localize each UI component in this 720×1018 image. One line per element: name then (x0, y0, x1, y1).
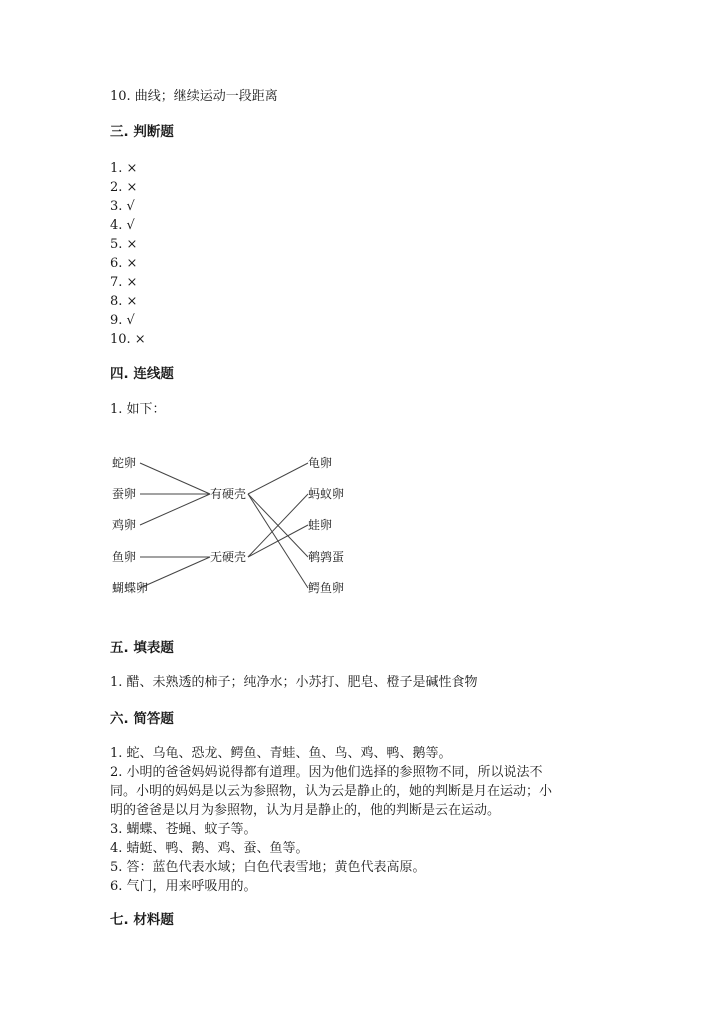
short-answer-line: 5. 答：蓝色代表水域；白色代表雪地；黄色代表高原。 (110, 860, 426, 875)
matching-intro: 1. 如下： (110, 402, 166, 417)
shell-type-label: 有硬壳 (210, 487, 247, 501)
short-answers (110, 744, 588, 896)
matching-link (140, 557, 210, 588)
answer-10-fill: 10. 曲线；继续运动一段距离 (110, 89, 278, 104)
section-3-title: 三. 判断题 (110, 124, 174, 140)
short-answer-line: 1. 蛇、乌龟、恐龙、鳄鱼、青蛙、鱼、鸟、鸡、鸭、鹅等。 (110, 746, 452, 761)
judge-answer-item: 5. × (110, 237, 138, 252)
right-egg-label: 蚂蚁卵 (308, 487, 345, 501)
short-answer-line: 明的爸爸是以月为参照物，认为月是静止的，他的判断是云在运动。 (110, 803, 501, 818)
right-egg-label: 龟卵 (308, 456, 333, 470)
right-egg-label: 蛙卵 (308, 518, 333, 532)
left-egg-label: 蝴蝶卵 (112, 581, 149, 595)
left-egg-label: 蚕卵 (112, 487, 137, 501)
fill-table-answer: 1. 醋、未熟透的柿子；纯净水；小苏打、肥皂、橙子是碱性食物 (110, 675, 478, 690)
judge-answer-item: 9. √ (110, 313, 135, 328)
matching-link (140, 494, 210, 525)
left-egg-label: 蛇卵 (112, 456, 137, 470)
shell-type-label: 无硬壳 (210, 550, 247, 564)
section-4-title: 四. 连线题 (110, 366, 174, 382)
matching-link (140, 463, 210, 494)
right-egg-label: 鳄鱼卵 (308, 581, 345, 595)
judge-answer-item: 4. √ (110, 218, 135, 233)
judge-answer-item: 1. × (110, 161, 138, 176)
judge-answer-item: 7. × (110, 275, 138, 290)
judge-answer-item: 10. × (110, 332, 146, 347)
short-answer-line: 同。小明的妈妈是以云为参照物，认为云是静止的，她的判断是月在运动；小 (110, 784, 553, 799)
matching-link (248, 463, 308, 494)
judge-answer-item: 2. × (110, 180, 138, 195)
section-7-title: 七. 材料题 (110, 912, 174, 928)
short-answer-line: 4. 蜻蜓、鸭、鹅、鸡、蚕、鱼等。 (110, 841, 309, 856)
section-6-title: 六. 简答题 (110, 711, 174, 727)
left-egg-label: 鸡卵 (112, 518, 137, 532)
judge-answer-item: 8. × (110, 294, 138, 309)
judge-answer-item: 6. × (110, 256, 138, 271)
left-egg-label: 鱼卵 (112, 550, 137, 564)
short-answer-line: 6. 气门，用来呼吸用的。 (110, 879, 257, 894)
judge-answer-item: 3. √ (110, 199, 135, 214)
short-answer-line: 3. 蝴蝶、苍蝇、蚊子等。 (110, 822, 257, 837)
short-answer-line: 2. 小明的爸爸妈妈说得都有道理。因为他们选择的参照物不同，所以说法不 (110, 765, 543, 780)
matching-link (248, 525, 308, 557)
right-egg-label: 鹌鹑蛋 (308, 550, 345, 564)
section-5-title: 五. 填表题 (110, 640, 174, 656)
matching-diagram (0, 440, 720, 610)
